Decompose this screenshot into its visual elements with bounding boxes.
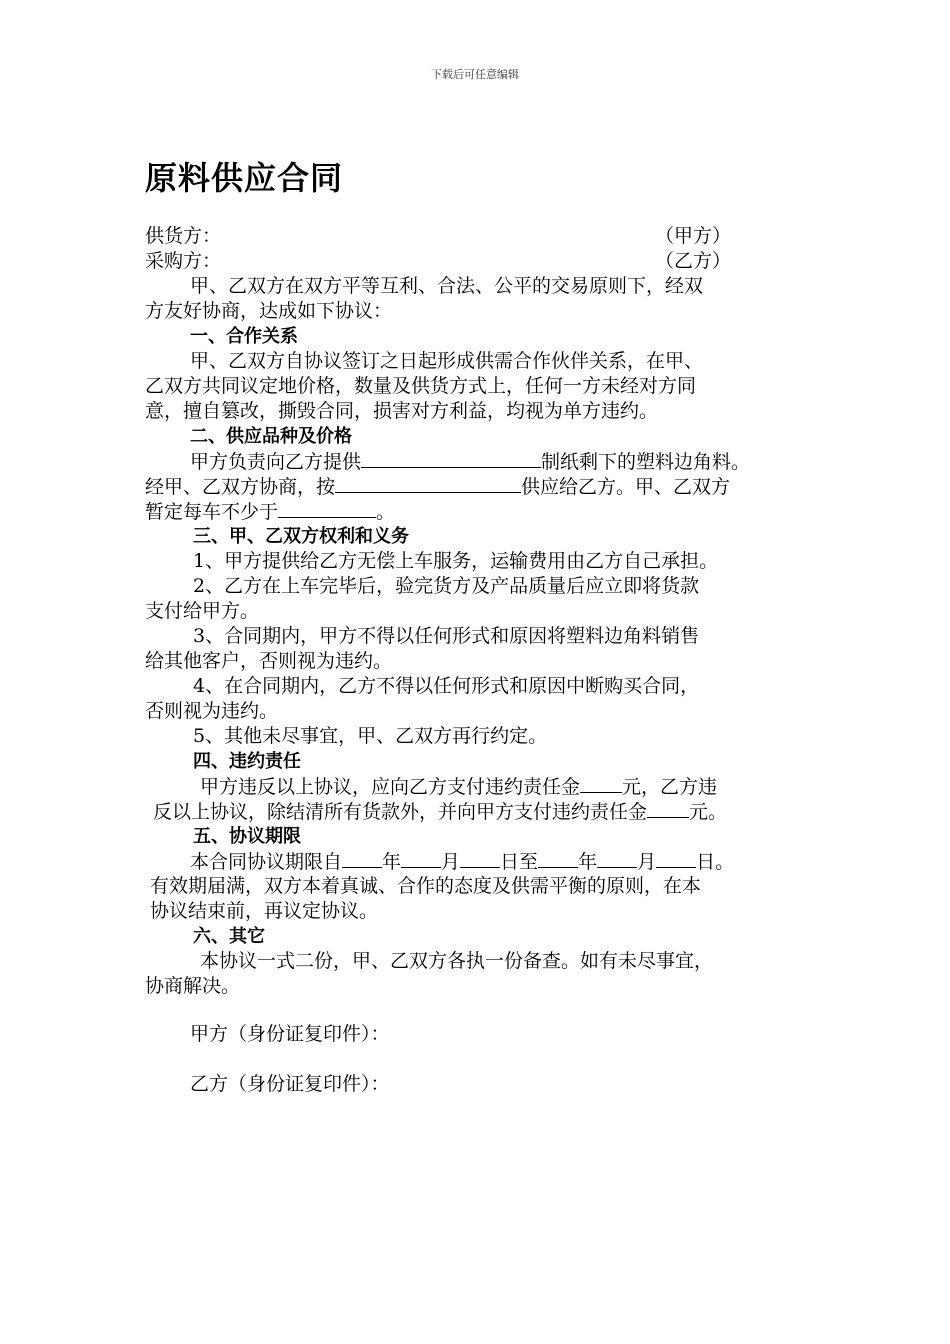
section-2-line-2 bbox=[145, 474, 730, 500]
fill-blank bbox=[278, 499, 376, 518]
fill-blank bbox=[401, 849, 441, 868]
section-5-line-2: 有效期届满，双方本着真诚、合作的态度及供需平衡的原则，在本 bbox=[150, 875, 702, 897]
fill-blank bbox=[335, 474, 521, 493]
supplier-tag: （甲方） bbox=[655, 225, 732, 247]
section-6-line-2: 协商解决。 bbox=[145, 975, 241, 997]
s2-text: 制纸剩下的塑料边角料。 bbox=[541, 451, 751, 473]
section-4-heading: 四、违约责任 bbox=[193, 751, 301, 772]
fill-blank bbox=[656, 849, 696, 868]
s5-text: 月 bbox=[637, 851, 657, 873]
fill-blank bbox=[460, 849, 500, 868]
s5-text: 本合同协议期限自 bbox=[190, 851, 343, 873]
supplier-line bbox=[145, 224, 795, 249]
s5-text: 年 bbox=[578, 851, 598, 873]
s2-text: 甲方负责向乙方提供 bbox=[190, 451, 362, 473]
s4-text: 甲方违反以上协议，应向乙方支付违约责任金 bbox=[200, 776, 581, 798]
fill-blank bbox=[342, 849, 382, 868]
section-2-line-1 bbox=[190, 449, 750, 475]
intro-line-2: 方友好协商，达成如下协议： bbox=[145, 300, 393, 322]
signature-party-a: 甲方（身份证复印件）： bbox=[190, 1023, 390, 1045]
section-3-line-8: 5、其他未尽事宜，甲、乙双方再行约定。 bbox=[193, 725, 548, 747]
fill-blank bbox=[597, 849, 637, 868]
fill-blank bbox=[361, 449, 541, 468]
section-3-line-5: 给其他客户，否则视为违约。 bbox=[145, 650, 393, 672]
s4-text: 元。 bbox=[689, 801, 728, 823]
s5-text: 日。 bbox=[696, 851, 735, 873]
buyer-tag: （乙方） bbox=[655, 250, 732, 272]
section-3-line-3: 支付给甲方。 bbox=[145, 600, 260, 622]
section-4-line-1 bbox=[200, 774, 717, 800]
section-1-line-2: 乙双方共同议定地价格，数量及供货方式上，任何一方未经对方同 bbox=[145, 375, 697, 397]
s2-text: 暂定每车不少于 bbox=[145, 501, 279, 523]
s4-text: 反以上协议，除结清所有货款外，并向甲方支付违约责任金 bbox=[153, 801, 648, 823]
s2-text: 供应给乙方。甲、乙双方 bbox=[521, 476, 731, 498]
section-1-heading: 一、合作关系 bbox=[190, 326, 298, 347]
s5-text: 日至 bbox=[500, 851, 539, 873]
section-3-line-2: 2、乙方在上车完毕后，验完货方及产品质量后应立即将货款 bbox=[193, 575, 700, 597]
s5-text: 月 bbox=[441, 851, 461, 873]
s2-text: 经甲、乙双方协商，按 bbox=[145, 476, 336, 498]
signature-party-b: 乙方（身份证复印件）： bbox=[190, 1073, 390, 1095]
page-header: 下载后可任意编辑 bbox=[431, 68, 519, 81]
s4-text: 元，乙方违 bbox=[622, 776, 718, 798]
section-4-line-2 bbox=[153, 799, 727, 825]
s5-text: 年 bbox=[382, 851, 402, 873]
fill-blank bbox=[580, 774, 622, 793]
supplier-label: 供货方： bbox=[145, 225, 222, 247]
document-title: 原料供应合同 bbox=[145, 159, 344, 197]
section-5-line-1 bbox=[190, 849, 734, 875]
buyer-line bbox=[145, 249, 795, 274]
section-1-line-3: 意，擅自篡改，撕毁合同，损害对方利益，均视为单方违约。 bbox=[145, 400, 659, 422]
section-3-line-6: 4、在合同期内，乙方不得以任何形式和原因中断购买合同， bbox=[193, 675, 700, 697]
section-3-line-7: 否则视为违约。 bbox=[145, 700, 279, 722]
section-3-line-1: 1、甲方提供给乙方无偿上车服务，运输费用由乙方自己承担。 bbox=[193, 550, 719, 572]
section-5-heading: 五、协议期限 bbox=[193, 826, 301, 847]
section-6-line-1: 本协议一式二份，甲、乙双方各执一份备查。如有未尽事宜， bbox=[200, 950, 714, 972]
fill-blank bbox=[538, 849, 578, 868]
section-3-line-4: 3、合同期内，甲方不得以任何形式和原因将塑料边角料销售 bbox=[193, 625, 700, 647]
section-3-heading: 三、甲、乙双方权利和义务 bbox=[193, 526, 409, 547]
section-2-line-3 bbox=[145, 499, 395, 525]
section-2-heading: 二、供应品种及价格 bbox=[190, 426, 352, 447]
s2-text: 。 bbox=[376, 501, 396, 523]
fill-blank bbox=[647, 799, 689, 818]
intro-line-1: 甲、乙双方在双方平等互利、合法、公平的交易原则下，经双 bbox=[190, 275, 704, 297]
section-6-heading: 六、其它 bbox=[193, 926, 265, 947]
section-5-line-3: 协议结束前，再议定协议。 bbox=[150, 900, 379, 922]
buyer-label: 采购方： bbox=[145, 250, 222, 272]
section-1-line-1: 甲、乙双方自协议签订之日起形成供需合作伙伴关系，在甲、 bbox=[190, 350, 704, 372]
